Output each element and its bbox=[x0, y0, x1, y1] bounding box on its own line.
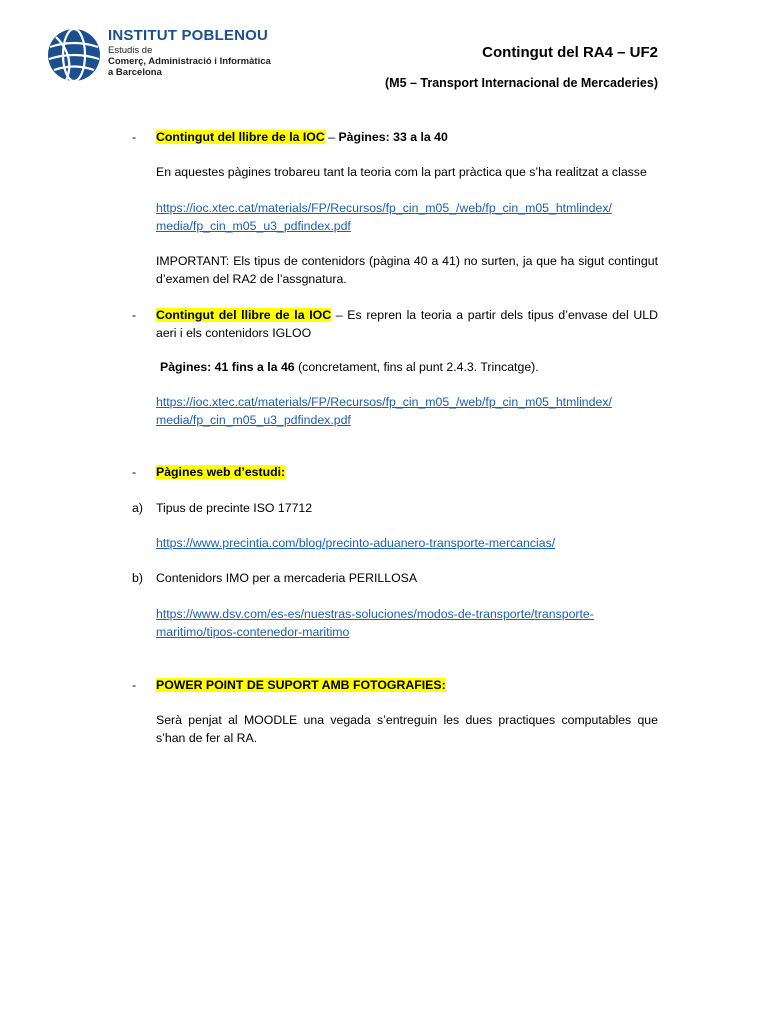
section-1-link[interactable] bbox=[156, 199, 658, 235]
section-2-link[interactable] bbox=[156, 393, 658, 429]
item-a-text: Tipus de precinte ISO 17712 bbox=[156, 501, 313, 515]
section-2-pages-rest: (concretament, fins al punt 2.4.3. Trincatge). bbox=[294, 360, 539, 374]
logo-line-2: Comerç, Administració i Informàtica bbox=[108, 56, 271, 67]
bullet-marker: - bbox=[132, 130, 137, 144]
institut-poblenou-logo bbox=[46, 27, 286, 83]
item-b-link-line-2[interactable]: maritimo/tipos-contenedor-maritimo bbox=[156, 625, 350, 639]
section-2-heading-rest: – Es repren la teoria a partir dels tipus d’envase del ULD aeri i els contenidors IGLOO bbox=[156, 308, 658, 340]
bullet-marker: - bbox=[132, 465, 137, 479]
section-2-heading bbox=[156, 306, 658, 342]
section-1-paragraph: En aquestes pàgines trobareu tant la teoria com la part pràctica que s’ha realitzat a classe bbox=[156, 165, 647, 179]
section-4-heading-highlight: POWER POINT DE SUPORT AMB FOTOGRAFIES: bbox=[156, 678, 446, 692]
section-3-heading bbox=[156, 463, 658, 481]
section-1-link-line-2[interactable]: media/fp_cin_m05_u3_pdfindex.pdf bbox=[156, 219, 351, 233]
item-a-link-wrap[interactable] bbox=[156, 534, 658, 552]
section-1-pages: Pàgines: 33 a la 40 bbox=[338, 130, 448, 144]
logo-name: INSTITUT POBLENOU bbox=[108, 27, 269, 44]
item-b-link-line-1[interactable]: https://www.dsv.com/es-es/nuestras-soluciones/modos-de-transporte/transporte- bbox=[156, 607, 594, 621]
section-2-link-line-2[interactable]: media/fp_cin_m05_u3_pdfindex.pdf bbox=[156, 413, 351, 427]
logo-line-1: Estudis de bbox=[108, 45, 153, 56]
section-1-important-note: IMPORTANT: Els tipus de contenidors (pàgina 40 a 41) no surten, ja que ha sigut contingut d’examen del RA2 de l’assgnatura. bbox=[156, 254, 658, 286]
document-title: Contingut del RA4 – UF2 bbox=[482, 44, 658, 61]
item-b-text: Contenidors IMO per a mercaderia PERILLOSA bbox=[156, 571, 418, 585]
bullet-marker: - bbox=[132, 308, 137, 322]
logo-line-3: a Barcelona bbox=[108, 67, 162, 78]
section-2-heading-highlight: Contingut del llibre de la IOC bbox=[156, 308, 332, 322]
item-b-link[interactable] bbox=[156, 605, 658, 641]
section-1-link-line-1[interactable]: https://ioc.xtec.cat/materials/FP/Recursos/fp_cin_m05_/web/fp_cin_m05_htmlindex/ bbox=[156, 201, 612, 215]
bullet-marker: - bbox=[132, 678, 137, 692]
section-4-paragraph: Serà penjat al MOODLE una vegada s’entreguin les dues practiques computables que s’han de fer al RA. bbox=[156, 713, 658, 745]
section-1-heading bbox=[156, 128, 658, 146]
section-2-pages-bold: Pàgines: 41 fins a la 46 bbox=[160, 360, 295, 374]
section-1-heading-sep: – bbox=[324, 130, 339, 144]
list-marker-b: b) bbox=[132, 571, 143, 585]
list-marker-a: a) bbox=[132, 501, 143, 515]
document-subtitle: (M5 – Transport Internacional de Mercaderies) bbox=[385, 76, 658, 90]
item-a-link[interactable]: https://www.precintia.com/blog/precinto-aduanero-transporte-mercancias/ bbox=[156, 536, 556, 550]
section-2-pages bbox=[160, 358, 662, 376]
section-1-heading-highlight: Contingut del llibre de la IOC bbox=[156, 130, 325, 144]
section-4-heading bbox=[156, 676, 658, 694]
globe-logo-icon bbox=[46, 27, 102, 83]
section-2-link-line-1[interactable]: https://ioc.xtec.cat/materials/FP/Recursos/fp_cin_m05_/web/fp_cin_m05_htmlindex/ bbox=[156, 395, 612, 409]
section-3-heading-highlight: Pàgines web d’estudi: bbox=[156, 465, 286, 479]
